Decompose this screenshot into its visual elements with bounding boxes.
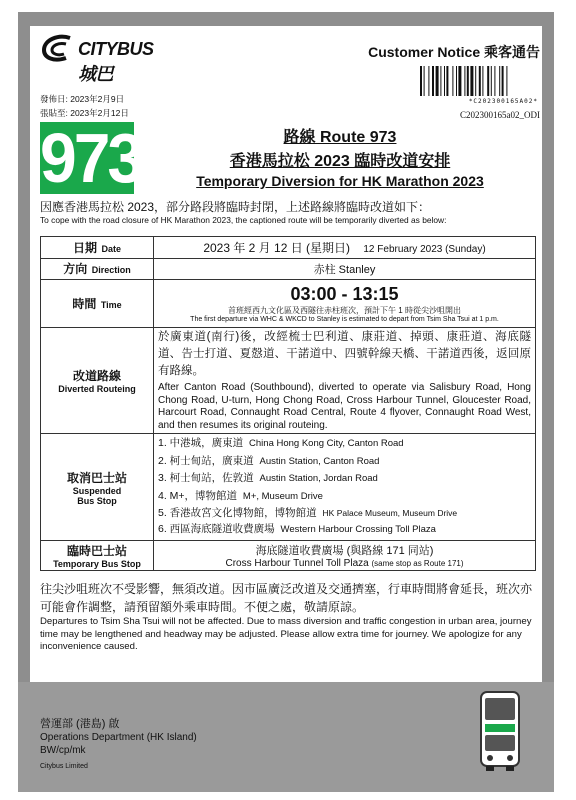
- time-value: 03:00 - 13:15: [290, 284, 399, 304]
- notice-dates: [40, 92, 129, 120]
- date-label: 日期 Date: [41, 237, 154, 259]
- diverted-value: [154, 328, 536, 434]
- time-note-cn: 首班經西九文化區及西隧往赤柱班次，預計下午 1 時從尖沙咀開出: [228, 306, 461, 315]
- footer-english: Departures to Tsim Sha Tsui will not be affected. Due to mass diversion and traffic congestion in urban area, journey time may be lengthened and headway may be adjusted. Please allow extra time for journey. We apologize for any inconvenience caused.: [40, 616, 532, 652]
- customer-notice-title: Customer Notice 乘客通告: [368, 44, 540, 60]
- row-direction: [41, 259, 536, 280]
- company-name: Citybus Limited: [40, 763, 88, 770]
- ops-dept-cn: 營運部 (港島) 啟: [40, 718, 120, 730]
- frame-top: [18, 12, 554, 26]
- operations-signature: [40, 718, 197, 773]
- row-date: [41, 237, 536, 259]
- title-route: 路線 Route 973: [283, 129, 397, 146]
- frame-right: [542, 12, 554, 792]
- title-event-cn: 香港馬拉松 2023 臨時改道安排: [229, 153, 451, 170]
- temporary-label: 臨時巴士站 Temporary Bus Stop: [41, 540, 154, 570]
- issue-date: 發佈日: 2023年2月9日: [40, 94, 125, 104]
- diverted-label: 改道路線 Diverted Routeing: [41, 328, 154, 434]
- row-temporary: [41, 540, 536, 570]
- direction-label: 方向 Direction: [41, 259, 154, 280]
- double-decker-bus-icon: [478, 690, 522, 772]
- row-time: [41, 280, 536, 328]
- temporary-en: Cross Harbour Tunnel Toll Plaza (same stop as Route 171): [225, 557, 464, 569]
- row-diverted: [41, 328, 536, 434]
- list-item: 2. 柯士甸站，廣東道 Austin Station, Canton Road: [158, 454, 380, 467]
- list-item: 5. 香港故宮文化博物館，博物館道 HK Palace Museum, Museum Drive: [158, 507, 458, 519]
- suspended-stop-list: [154, 434, 536, 540]
- citybus-logo: [40, 34, 160, 84]
- list-item: 3. 柯士甸站，佐敦道 Austin Station, Jordan Road: [158, 472, 378, 485]
- row-suspended: [41, 434, 536, 540]
- ops-dept-en: Operations Department (HK Island): [40, 732, 197, 743]
- suspended-label: 取消巴士站 Suspended Bus Stop: [41, 434, 154, 540]
- intro-english: To cope with the road closure of HK Marathon 2023, the captioned route will be temporarily diverted as below:: [40, 215, 447, 225]
- temporary-cn: 海底隧道收費廣場 (與路線 171 同站): [255, 544, 434, 557]
- ops-ref: BW/cp/mk: [40, 745, 86, 756]
- diversion-table: [40, 236, 536, 571]
- diverted-en: After Canton Road (Southbound), diverted to operate via Salisbury Road, Hong Chong Road, U-turn, Hong Chong Road, Cross Harbour Tunnel, Gloucester Road, Harcourt Road, Connaught Road Central, Route 4 flyover, Connaught Road West, and then resumes its original routeing.: [158, 382, 531, 431]
- barcode-number: *C202300165A02*: [468, 98, 538, 105]
- diverted-cn: 於廣東道(南行)後，改經梳士巴利道、康莊道、掉頭、康莊道、海底隧道、告士打道、夏慤道、干諾道中、四號幹線天橋、干諾道西後，返回原有路線。: [158, 331, 531, 377]
- citybus-swirl-icon: [40, 34, 76, 64]
- time-value-cell: [154, 280, 536, 328]
- time-note-en: The first departure via WHC & WKCD to Stanley is estimated to depart from Tsim Sha Tsui at 1 p.m.: [190, 316, 499, 323]
- footer-chinese: 往尖沙咀班次不受影響，無須改道。因市區廣泛改道及交通擠塞，行車時間將會延長，班次亦可能會作調整，請預留額外乘車時間。不便之處，敬請原諒。: [40, 582, 533, 614]
- time-label: 時間 Time: [41, 280, 154, 328]
- list-item: 4. M+，博物館道 M+, Museum Drive: [158, 489, 323, 502]
- frame-left: [18, 12, 30, 792]
- barcode: [420, 66, 538, 100]
- route-number: 973: [40, 119, 142, 197]
- notice-code: C202300165a02_ODI: [460, 110, 540, 120]
- date-value: 2023 年 2 月 12 日 (星期日) 12 February 2023 (Sunday): [154, 237, 536, 259]
- post-date: 張貼至: 2023年2月12日: [40, 108, 129, 118]
- list-item: 1. 中港城，廣東道 China Hong Kong City, Canton Road: [158, 437, 404, 450]
- title-event-en: Temporary Diversion for HK Marathon 2023: [196, 173, 484, 189]
- temporary-value: [154, 540, 536, 570]
- list-item: 6. 西區海底隧道收費廣場 Western Harbour Crossing Toll Plaza: [158, 523, 436, 536]
- brand-name: CITYBUS城巴: [78, 39, 154, 84]
- route-number-badge: [40, 119, 142, 197]
- direction-value: 赤柱 Stanley: [154, 259, 536, 280]
- intro-chinese: 因應香港馬拉松 2023，部分路段將臨時封閉，上述路線將臨時改道如下：: [40, 200, 431, 214]
